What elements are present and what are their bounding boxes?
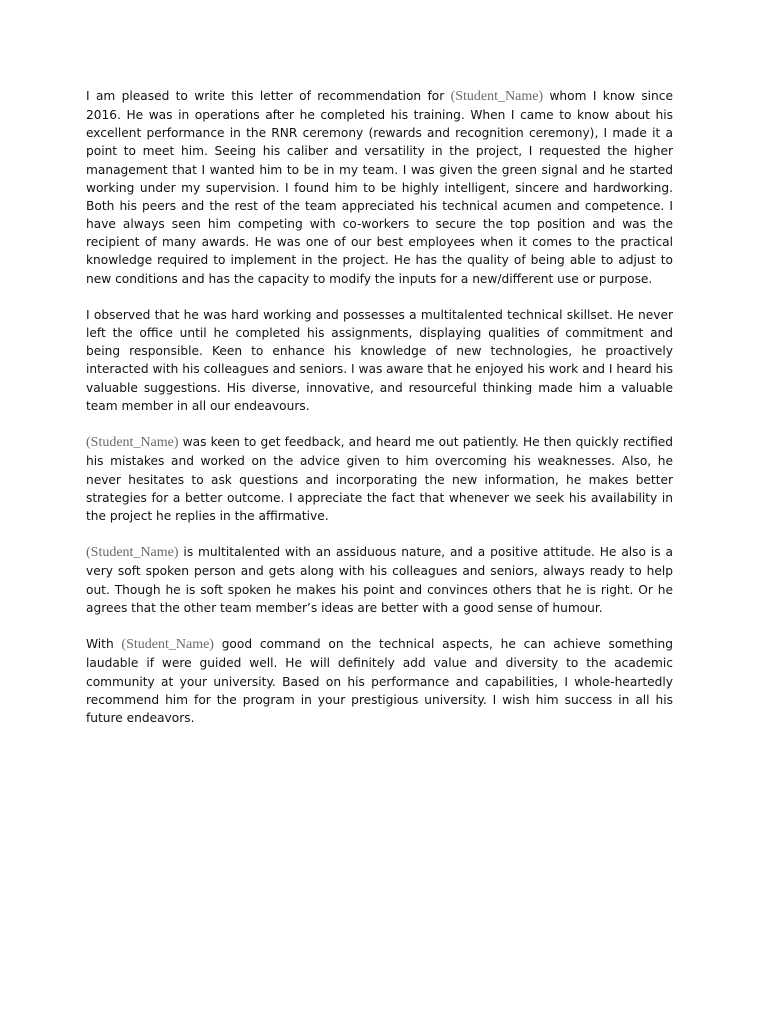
letter-body (86, 87, 673, 745)
paragraph-personality (86, 543, 673, 617)
student-name-placeholder: (Student_Name) (86, 435, 179, 451)
student-name-placeholder: (Student_Name) (86, 545, 179, 561)
paragraph-5-lead-text: With (86, 637, 122, 652)
student-name-placeholder: (Student_Name) (121, 637, 214, 653)
paragraph-5-text: good command on the technical aspects, he can achieve something laudable if were guided well. He will definitely add value and diversity to the academic community at your university. Based on his performance and capabilities, I whole-heartedly recommend him for the program in your prestigious university. I wish him success in all his future endeavors. (86, 637, 673, 725)
paragraph-4-text: is multitalented with an assiduous nature, and a positive attitude. He also is a very soft spoken person and gets along with his colleagues and seniors, always ready to help out. Though he is soft spoken he makes his point and convinces others that he is right. Or he agrees that the other team member’s ideas are better with a good sense of humour. (86, 545, 673, 615)
student-name-placeholder: (Student_Name) (450, 89, 544, 104)
paragraph-feedback (86, 433, 673, 525)
paragraph-introduction (86, 87, 673, 288)
paragraph-work-ethic: I observed that he was hard working and possesses a multitalented technical skillset. He never left the office until he completed his assignments, displaying qualities of commitment and being responsible. Keen to enhance his knowledge of new technologies, he proactively interacted with his colleagues and seniors. I was aware that he enjoyed his work and I heard his valuable suggestions. His diverse, innovative, and resourceful thinking made him a valuable team member in all our endeavours. (86, 308, 673, 413)
paragraph-1-lead-text: I am pleased to write this letter of recommendation for (86, 89, 451, 103)
paragraph-recommendation (86, 635, 673, 727)
paragraph-1-text: whom I know since 2016. He was in operations after he completed his training. When I came to know about his excellent performance in the RNR ceremony (rewards and recognition ceremony), I made it a point to meet him. Seeing his caliber and versatility in the project, I requested the higher management that I wanted him to be in my team. I was given the green signal and he started working under my supervision. I found him to be highly intelligent, sincere and hardworking. Both his peers and the rest of the team appreciated his technical acumen and competence. I have always seen him competing with co-workers to secure the top position and was the recipient of many awards. He was one of our best employees when it comes to the practical knowledge required to implement in the project. He has the quality of being able to adjust to new conditions and has the capacity to modify the inputs for a new/different use or purpose. (86, 89, 673, 286)
paragraph-3-text: was keen to get feedback, and heard me out patiently. He then quickly rectified his mistakes and worked on the advice given to him overcoming his weaknesses. Also, he never hesitates to ask questions and incorporating the new information, he makes better strategies for a better outcome. I appreciate the fact that whenever we seek his availability in the project he replies in the affirmative. (86, 435, 673, 523)
